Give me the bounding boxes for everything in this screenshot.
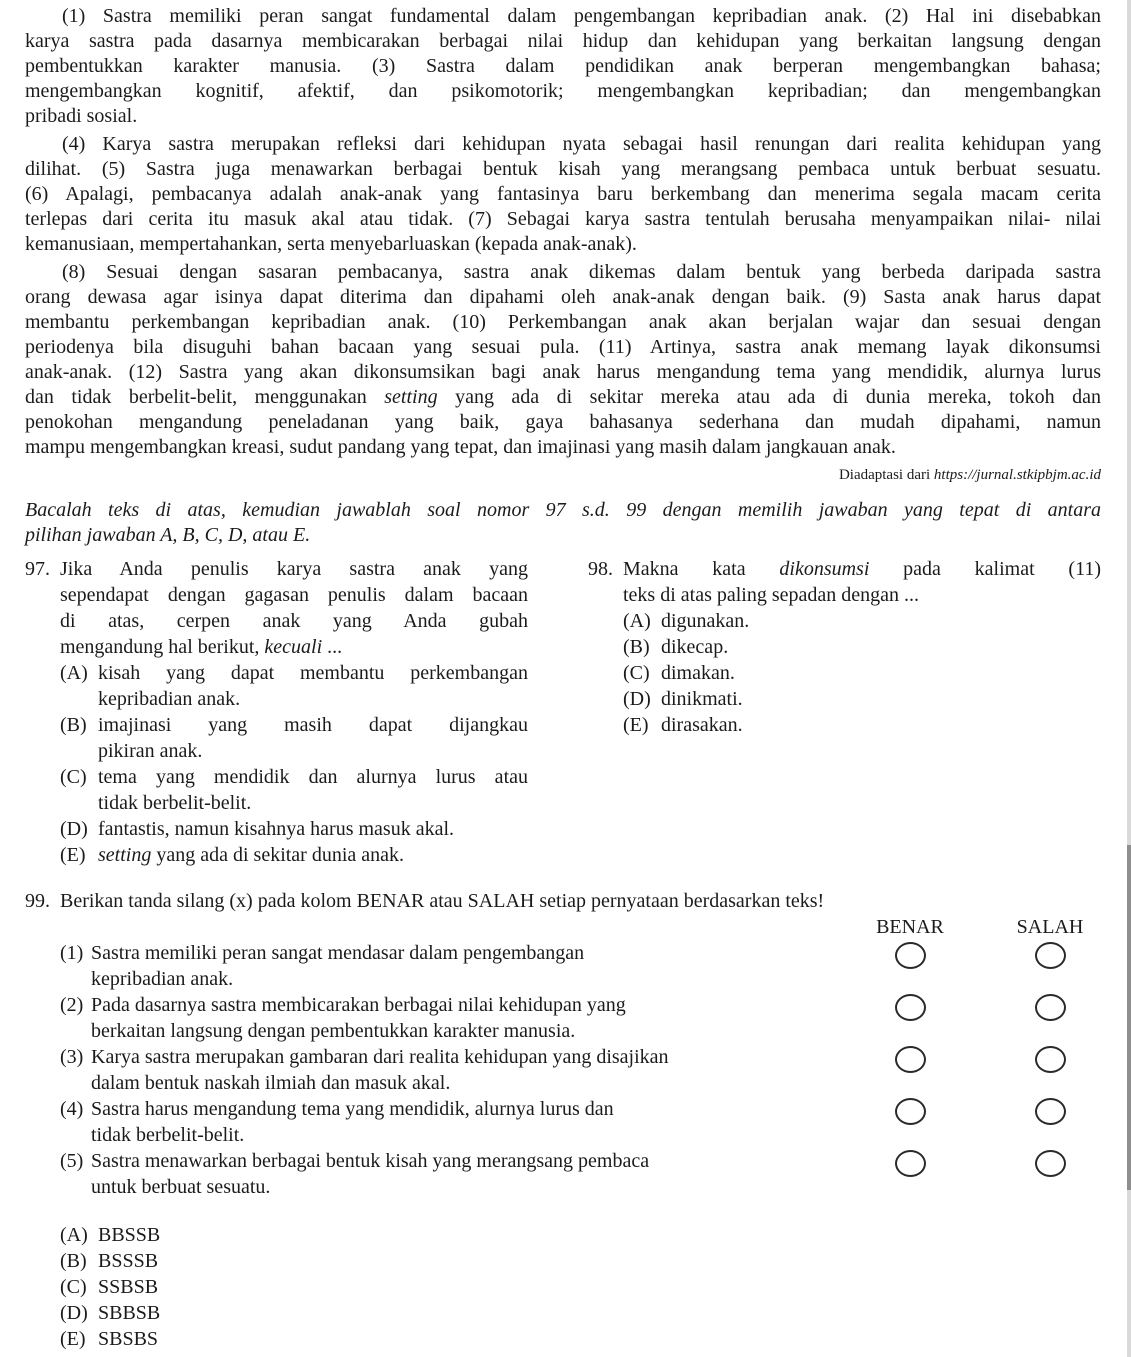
text-line: kepribadian anak. bbox=[91, 968, 234, 990]
option-label: (C) bbox=[623, 662, 650, 684]
text-line: Sastra harus mengandung tema yang mendidik, alurnya lurus dan bbox=[91, 1098, 614, 1120]
text-line: pikiran anak. bbox=[98, 740, 203, 762]
text-line: kisah yang dapat membantu perkembangan bbox=[98, 662, 528, 684]
column-gap bbox=[528, 556, 588, 868]
text-run: dan tidak berbelit-belit, menggunakan bbox=[25, 386, 385, 408]
column-header-salah: SALAH bbox=[1016, 916, 1084, 938]
option-text: dimakan. bbox=[661, 662, 735, 684]
text-line: kemanusiaan, mempertahankan, serta menyebarluaskan (kepada anak-anak). bbox=[25, 233, 637, 255]
text-line bbox=[25, 385, 1101, 410]
column-header-benar: BENAR bbox=[876, 916, 944, 938]
text-line: (4) Karya sastra merupakan refleksi dari kehidupan nyata sebagai hasil renungan dari realita kehidupan yang bbox=[62, 133, 1101, 155]
option-text: SSBSB bbox=[98, 1276, 159, 1298]
option-99A bbox=[60, 1222, 1101, 1248]
statement-label: (4) bbox=[60, 1098, 84, 1120]
text-line: sependapat dengan gagasan penulis dalam bacaan bbox=[60, 584, 528, 606]
paragraph-2 bbox=[25, 132, 1101, 257]
italic-term-kecuali: kecuali bbox=[264, 636, 323, 658]
option-text: BSSSB bbox=[98, 1250, 159, 1272]
option-label: (B) bbox=[60, 1250, 87, 1272]
statement-row-4 bbox=[60, 1096, 1101, 1148]
question-columns bbox=[25, 556, 1101, 868]
attribution bbox=[25, 466, 1101, 484]
question-99-stem: Berikan tanda silang (x) pada kolom BENAR atau SALAH setiap pernyataan berdasarkan teks! bbox=[60, 890, 825, 912]
question-97-number: 97. bbox=[25, 558, 50, 580]
question-97 bbox=[25, 556, 528, 868]
text-line: periodenya bila disuguhi bahan bacaan yang sesuai pula. (11) Artinya, sastra anak memang layak dikonsumsi bbox=[25, 336, 1101, 358]
statement-row-1 bbox=[60, 940, 1101, 992]
option-label: (E) bbox=[623, 714, 649, 736]
question-99-answer-options bbox=[60, 1222, 1101, 1352]
paragraph-3 bbox=[25, 260, 1101, 460]
text-line bbox=[623, 556, 1101, 582]
text-line: mengembangkan kognitif, afektif, dan psikomotorik; mengembangkan kepribadian; dan mengembangkan bbox=[25, 80, 1101, 102]
option-97A bbox=[60, 660, 528, 712]
statement-label: (3) bbox=[60, 1046, 84, 1068]
text-line: teks di atas paling sepadan dengan ... bbox=[623, 584, 920, 606]
text-line: Sastra memiliki peran sangat mendasar dalam pengembangan bbox=[91, 942, 585, 964]
text-line bbox=[98, 842, 528, 868]
question-99-number: 99. bbox=[25, 890, 50, 912]
question-98-number: 98. bbox=[588, 558, 613, 580]
attribution-source: https://jurnal.stkipbjm.ac.id bbox=[933, 467, 1101, 483]
text-line: anak-anak. (12) Sastra yang akan dikonsumsikan bagi anak harus mengandung tema yang mendidik, alurnya lurus bbox=[25, 361, 1101, 383]
option-label: (A) bbox=[623, 610, 651, 632]
option-label: (A) bbox=[60, 662, 88, 684]
text-run: pada kalimat (11) bbox=[869, 558, 1101, 580]
statement-row-2 bbox=[60, 992, 1101, 1044]
option-label: (C) bbox=[60, 766, 87, 788]
text-line: tema yang mendidik dan alurnya lurus atau bbox=[98, 766, 528, 788]
option-99C bbox=[60, 1274, 1101, 1300]
text-line: kepribadian anak. bbox=[98, 688, 241, 710]
salah-radio-5[interactable] bbox=[1035, 1150, 1066, 1177]
text-line: penokohan mengandung peneladanan yang baik, gaya bahasanya sederhana dan mudah dipahami, namun bbox=[25, 411, 1101, 433]
italic-term-setting: setting bbox=[384, 386, 438, 408]
option-label: (C) bbox=[60, 1276, 87, 1298]
option-97B bbox=[60, 712, 528, 764]
option-98C bbox=[623, 660, 1101, 686]
option-text: SBSBS bbox=[98, 1328, 159, 1350]
text-line: mampu mengembangkan kreasi, sudut pandang yang tepat, dan imajinasi yang masih dalam jangkauan anak. bbox=[25, 436, 896, 458]
text-line: pilihan jawaban A, B, C, D, atau E. bbox=[25, 524, 311, 546]
statement-label: (1) bbox=[60, 942, 84, 964]
attribution-prefix: Diadaptasi dari bbox=[838, 467, 934, 483]
text-line: (8) Sesuai dengan sasaran pembacanya, sastra anak dikemas dalam bentuk yang berbeda daripada sastra bbox=[62, 261, 1101, 283]
text-line: pembentukkan karakter manusia. (3) Sastra dalam pendidikan anak berperan mengembangkan bahasa; bbox=[25, 55, 1101, 77]
text-line bbox=[60, 634, 528, 660]
text-line: untuk berbuat sesuatu. bbox=[91, 1176, 271, 1198]
option-text: digunakan. bbox=[661, 610, 750, 632]
text-line: dilihat. (5) Sastra juga menawarkan berbagai bentuk kisah yang merangsang pembaca untuk berbuat sesuatu. bbox=[25, 158, 1101, 180]
option-97E bbox=[60, 842, 528, 868]
text-line: tidak berbelit-belit. bbox=[98, 792, 252, 814]
text-line: Sastra menawarkan berbagai bentuk kisah yang merangsang pembaca bbox=[91, 1150, 650, 1172]
text-line: Jika Anda penulis karya sastra anak yang bbox=[60, 558, 528, 580]
text-line: membantu perkembangan kepribadian anak. (10) Perkembangan anak akan berjalan wajar dan sesuai dengan bbox=[25, 311, 1101, 333]
text-line: terlepas dari cerita itu masuk akal atau tidak. (7) Sebagai karya sastra tentulah berusaha menyampaikan nilai- nilai bbox=[25, 208, 1101, 230]
option-label: (A) bbox=[60, 1224, 88, 1246]
italic-term-setting: setting bbox=[98, 844, 152, 866]
statement-row-3 bbox=[60, 1044, 1101, 1096]
text-line: Pada dasarnya sastra membicarakan berbagai nilai kehidupan yang bbox=[91, 994, 626, 1016]
option-text: dikecap. bbox=[661, 636, 729, 658]
option-label: (B) bbox=[60, 714, 87, 736]
option-98E bbox=[623, 712, 1101, 738]
text-line: (1) Sastra memiliki peran sangat fundamental dalam pengembangan kepribadian anak. (2) Hal ini disebabkan bbox=[62, 5, 1101, 27]
statement-label: (2) bbox=[60, 994, 84, 1016]
scan-edge-artifact-dark bbox=[1127, 845, 1131, 1190]
option-label: (D) bbox=[60, 1302, 88, 1324]
option-99E bbox=[60, 1326, 1101, 1352]
option-label: (B) bbox=[623, 636, 650, 658]
option-text: SBBSB bbox=[98, 1302, 161, 1324]
text-line: orang dewasa agar isinya dapat diterima dan dipahami oleh anak-anak dengan baik. (9) Sasta anak harus dapat bbox=[25, 286, 1101, 308]
paragraph-1 bbox=[25, 4, 1101, 129]
benar-radio-4[interactable] bbox=[895, 1098, 926, 1125]
text-run: Makna kata bbox=[623, 558, 780, 580]
text-run: ... bbox=[322, 636, 343, 658]
option-label: (D) bbox=[60, 818, 88, 840]
question-98 bbox=[588, 556, 1101, 868]
text-line: karya sastra pada dasarnya membicarakan berbagai nilai hidup dan kehidupan yang berkaitan langsung dengan bbox=[25, 30, 1101, 52]
text-line: imajinasi yang masih dapat dijangkau bbox=[98, 714, 528, 736]
option-label: (E) bbox=[60, 1328, 86, 1350]
option-98D bbox=[623, 686, 1101, 712]
salah-radio-3[interactable] bbox=[1035, 1046, 1066, 1073]
option-97C bbox=[60, 764, 528, 816]
option-label: (D) bbox=[623, 688, 651, 710]
text-line: Bacalah teks di atas, kemudian jawablah soal nomor 97 s.d. 99 dengan memilih jawaban yang tepat di antara bbox=[25, 499, 1101, 521]
text-run: yang ada di sekitar mereka atau ada di dunia mereka, tokoh dan bbox=[437, 386, 1101, 408]
salah-radio-2[interactable] bbox=[1035, 994, 1066, 1021]
instruction bbox=[25, 498, 1101, 548]
text-line: tidak berbelit-belit. bbox=[91, 1124, 245, 1146]
text-line: fantastis, namun kisahnya harus masuk akal. bbox=[98, 818, 455, 840]
salah-radio-1[interactable] bbox=[1035, 942, 1066, 969]
statement-label: (5) bbox=[60, 1150, 84, 1172]
italic-term-dikonsumsi: dikonsumsi bbox=[779, 558, 870, 580]
text-line: berkaitan langsung dengan pembentukkan karakter manusia. bbox=[91, 1020, 576, 1042]
text-run: mengandung hal berikut, bbox=[60, 636, 265, 658]
statement-row-5 bbox=[60, 1148, 1101, 1200]
option-99D bbox=[60, 1300, 1101, 1326]
option-text: dirasakan. bbox=[661, 714, 743, 736]
option-label: (E) bbox=[60, 844, 86, 866]
text-line: Karya sastra merupakan gambaran dari realita kehidupan yang disajikan bbox=[91, 1046, 669, 1068]
text-line: pribadi sosial. bbox=[25, 105, 138, 127]
benar-radio-1[interactable] bbox=[895, 942, 926, 969]
text-line: dalam bentuk naskah ilmiah dan masuk akal. bbox=[91, 1072, 451, 1094]
option-text: dinikmati. bbox=[661, 688, 743, 710]
question-99 bbox=[25, 888, 1101, 1352]
option-text: BBSSB bbox=[98, 1224, 161, 1246]
option-98A bbox=[623, 608, 1101, 634]
salah-radio-4[interactable] bbox=[1035, 1098, 1066, 1125]
reading-passage bbox=[25, 4, 1101, 484]
option-97D bbox=[60, 816, 528, 842]
benar-radio-2[interactable] bbox=[895, 994, 926, 1021]
truefalse-header bbox=[60, 914, 1101, 940]
text-run: yang ada di sekitar dunia anak. bbox=[151, 844, 405, 866]
option-99B bbox=[60, 1248, 1101, 1274]
text-line: di atas, cerpen anak yang Anda gubah bbox=[60, 610, 528, 632]
option-98B bbox=[623, 634, 1101, 660]
text-line: (6) Apalagi, pembacanya adalah anak-anak yang fantasinya baru berkembang dan menerima segala macam cerita bbox=[25, 183, 1101, 205]
benar-radio-5[interactable] bbox=[895, 1150, 926, 1177]
benar-radio-3[interactable] bbox=[895, 1046, 926, 1073]
